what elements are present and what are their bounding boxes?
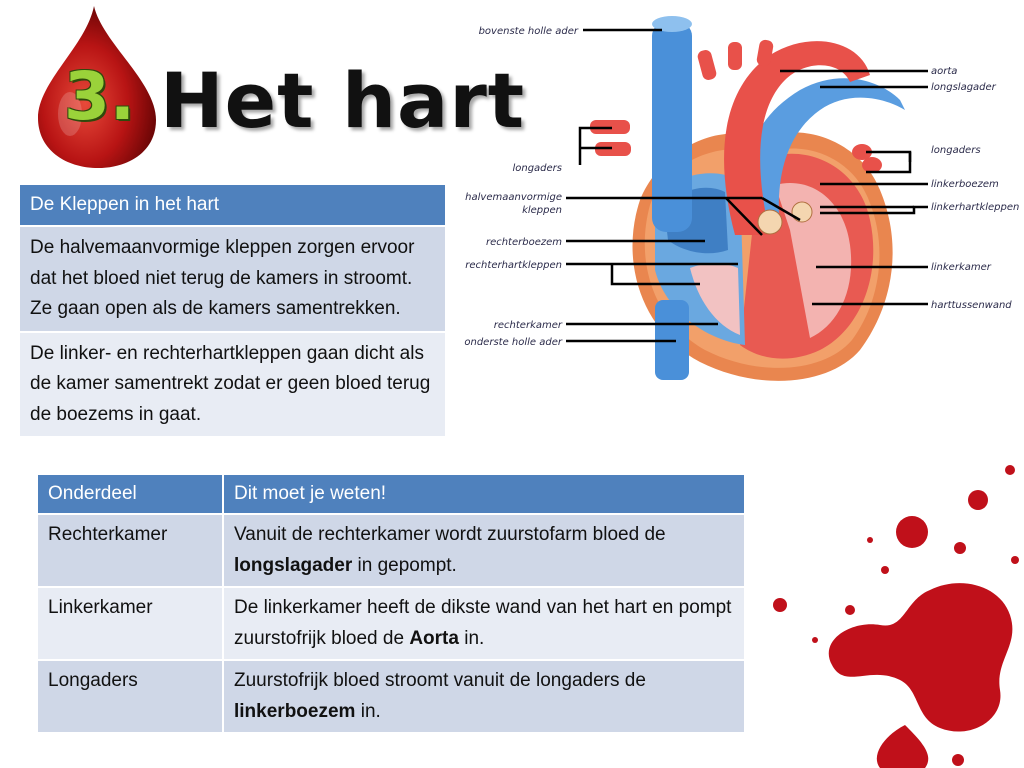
part-name: Longaders bbox=[37, 660, 223, 733]
svg-text:linkerhartkleppen: linkerhartkleppen bbox=[931, 202, 1020, 213]
parts-header-info: Dit moet je weten! bbox=[223, 474, 745, 514]
svg-text:rechterkamer: rechterkamer bbox=[493, 320, 562, 331]
title-number: 3. bbox=[64, 58, 135, 135]
svg-text:longslagader: longslagader bbox=[931, 82, 996, 93]
part-name: Linkerkamer bbox=[37, 587, 223, 660]
table-row bbox=[37, 514, 745, 587]
parts-table bbox=[36, 473, 746, 734]
valve-table-row: De linker- en rechterhartkleppen gaan dicht als de kamer samentrekt zodat er geen bloed terug de boezems in gaat. bbox=[19, 332, 446, 438]
svg-text:linkerboezem: linkerboezem bbox=[931, 179, 999, 190]
svg-text:harttussenwand: harttussenwand bbox=[931, 300, 1012, 311]
page-title: Het hart bbox=[160, 56, 526, 145]
parts-header-part: Onderdeel bbox=[37, 474, 223, 514]
svg-text:bovenste holle ader: bovenste holle ader bbox=[478, 26, 578, 37]
svg-text:rechterhartkleppen: rechterhartkleppen bbox=[465, 260, 562, 271]
svg-text:kleppen: kleppen bbox=[522, 205, 562, 216]
table-row bbox=[37, 660, 745, 733]
part-info: Vanuit de rechterkamer wordt zuurstofarm bloed de longslagader in gepompt. bbox=[223, 514, 745, 587]
table-row bbox=[37, 587, 745, 660]
svg-text:onderste holle ader: onderste holle ader bbox=[464, 337, 562, 348]
part-name: Rechterkamer bbox=[37, 514, 223, 587]
valve-table bbox=[18, 183, 447, 438]
heart-diagram bbox=[456, 10, 1024, 395]
part-info: Zuurstofrijk bloed stroomt vanuit de longaders de linkerboezem in. bbox=[223, 660, 745, 733]
valve-table-row: De halvemaanvormige kleppen zorgen ervoor dat het bloed niet terug de kamers in stroomt. Ze gaan open als de kamers samentrekken. bbox=[19, 226, 446, 332]
svg-text:longaders: longaders bbox=[512, 163, 562, 174]
svg-text:rechterboezem: rechterboezem bbox=[485, 237, 562, 248]
svg-text:halvemaanvormige: halvemaanvormige bbox=[465, 192, 562, 203]
svg-text:linkerkamer: linkerkamer bbox=[931, 262, 991, 273]
svg-text:longaders: longaders bbox=[931, 145, 981, 156]
svg-text:aorta: aorta bbox=[931, 66, 958, 77]
valve-table-header: De Kleppen in het hart bbox=[19, 184, 446, 226]
blood-splatter-image bbox=[740, 440, 1024, 768]
part-info: De linkerkamer heeft de dikste wand van het hart en pompt zuurstofrijk bloed de Aorta in. bbox=[223, 587, 745, 660]
